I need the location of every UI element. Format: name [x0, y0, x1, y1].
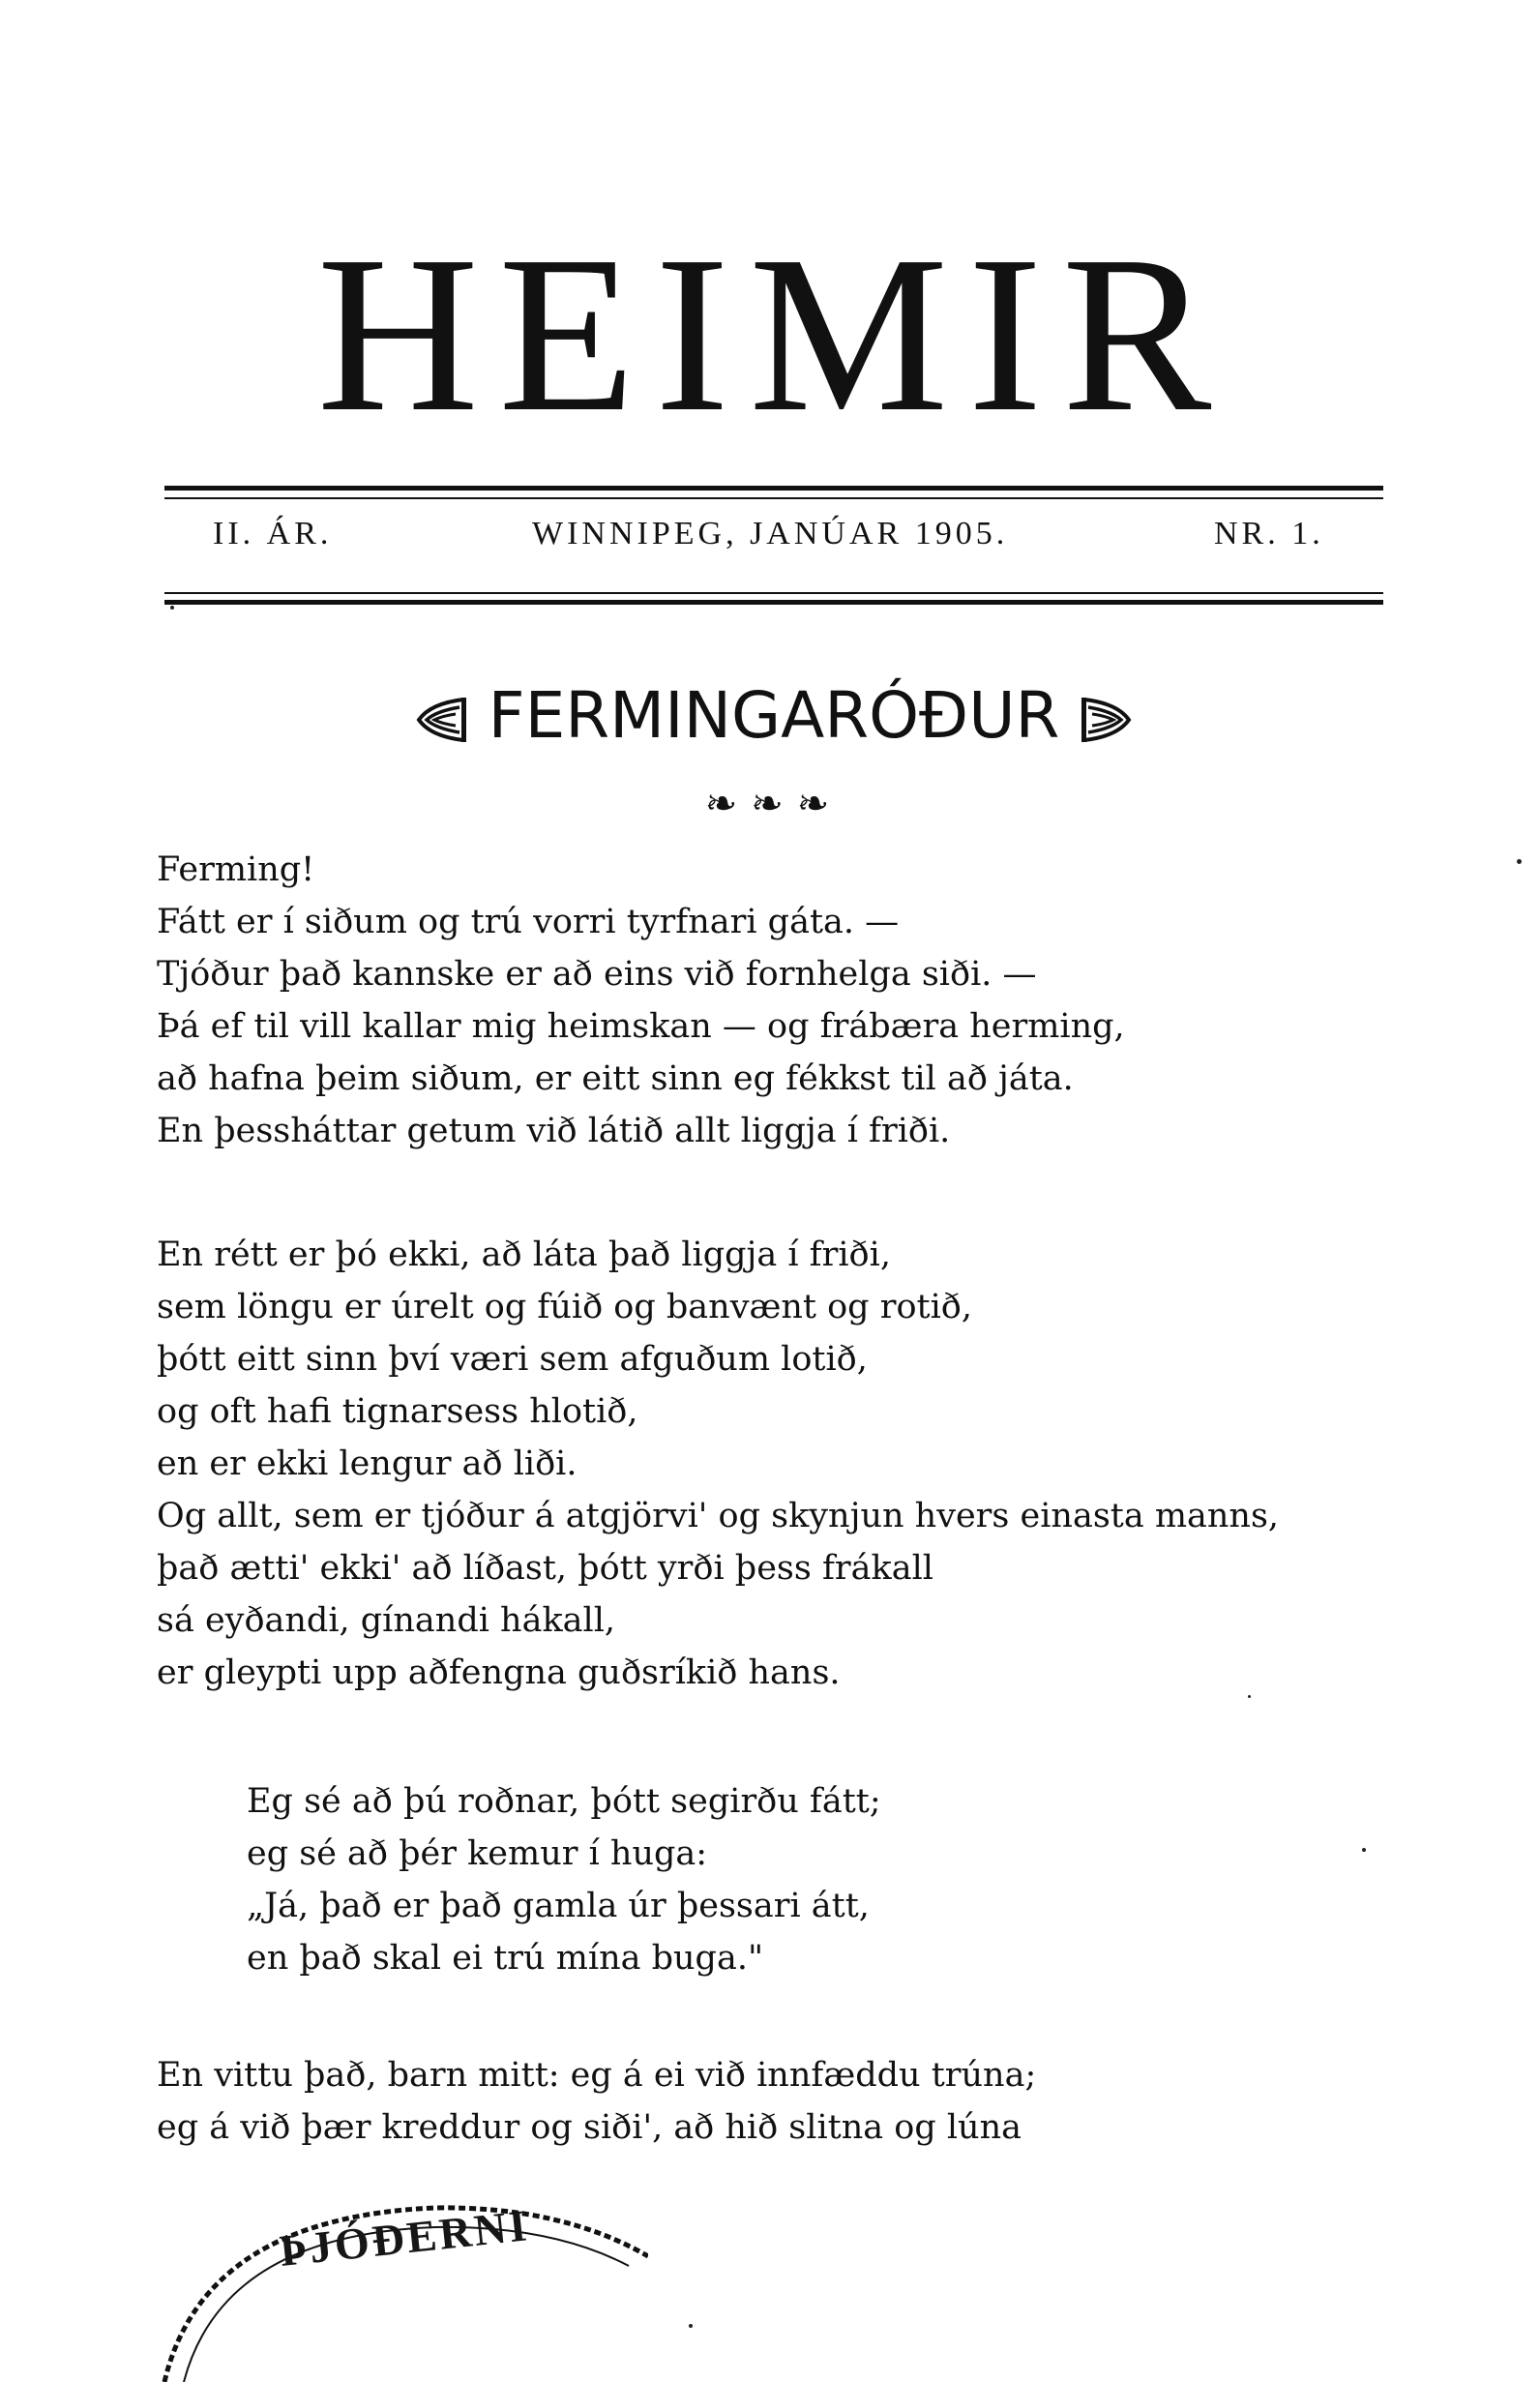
- ornament-right-icon: [1081, 696, 1135, 744]
- poem-line: en það skal ei trú mína buga.": [247, 1939, 764, 1978]
- issue-number: NR. 1.: [1214, 516, 1324, 551]
- masthead-rule-bottom-thick: [164, 600, 1383, 605]
- issue-volume: II. ÁR.: [213, 516, 333, 551]
- fleuron-row: ❧❧❧: [704, 782, 844, 826]
- poem-line: Þá ef til vill kallar mig heimskan — og frábæra herming,: [157, 1007, 1125, 1046]
- print-speck: [1362, 1848, 1366, 1852]
- stamp-text: ÞJÓÐERNI: [277, 2200, 532, 2277]
- poem-line: þótt eitt sinn því væri sem afguðum lotið,: [157, 1340, 868, 1379]
- poem-line: en er ekki lengur að liði.: [157, 1444, 578, 1483]
- print-speck: [689, 2324, 693, 2328]
- poem-line: Eg sé að þú roðnar, þótt segirðu fátt;: [247, 1782, 881, 1821]
- article-title: FERMINGARÓÐUR: [488, 678, 1060, 753]
- ornament-left-icon: [413, 696, 467, 744]
- poem-line: En þessháttar getum við látið allt liggja í friði.: [157, 1112, 951, 1150]
- article-heading: [164, 677, 1383, 755]
- poem-line: sá eyðandi, gínandi hákall,: [157, 1601, 616, 1640]
- poem-line: Fátt er í siðum og trú vorri tyrfnari gáta. —: [157, 903, 900, 941]
- poem-line: En rétt er þó ekki, að láta það liggja í friði,: [157, 1236, 891, 1274]
- poem-line: „Já, það er það gamla úr þessari átt,: [247, 1887, 870, 1925]
- print-speck: [170, 606, 174, 610]
- poem-line: að hafna þeim siðum, er eitt sinn eg fékkst til að játa.: [157, 1059, 1074, 1098]
- poem-line: eg á við þær kreddur og siði', að hið slitna og lúna: [157, 2108, 1022, 2147]
- stanza-1: [157, 844, 1414, 1157]
- poem-line: sem löngu er úrelt og fúið og banvænt og rotið,: [157, 1288, 972, 1326]
- poem-line: En vittu það, barn mitt: eg á ei við innfæddu trúna;: [157, 2056, 1037, 2095]
- issue-place-date: WINNIPEG, JANÚAR 1905.: [532, 516, 1009, 551]
- poem-line: Tjóður það kannske er að eins við fornhelga siði. —: [157, 955, 1037, 994]
- masthead-title: HEIMIR: [316, 210, 1231, 459]
- poem-line: eg sé að þér kemur í huga:: [247, 1834, 708, 1873]
- stanza-2: [157, 1229, 1414, 1699]
- poem-line: Ferming!: [157, 850, 315, 889]
- masthead-rule-top-thin: [164, 497, 1383, 499]
- print-speck: [1248, 1695, 1251, 1698]
- print-speck: [1517, 859, 1522, 864]
- stanza-3: [247, 1775, 1504, 1984]
- poem-line: og oft hafi tignarsess hlotið,: [157, 1392, 638, 1431]
- poem-line: Og allt, sem er tjóður á atgjörvi' og skynjun hvers einasta manns,: [157, 1497, 1280, 1535]
- issue-line: [164, 516, 1383, 564]
- poem-line: það ætti' ekki' að líðast, þótt yrði þess frákall: [157, 1549, 933, 1588]
- masthead-rule-bottom-thin: [164, 592, 1383, 594]
- stanza-4: [157, 2049, 1414, 2154]
- poem-line: er gleypti upp aðfengna guðsríkið hans.: [157, 1653, 841, 1692]
- masthead-rule-top-thick: [164, 486, 1383, 491]
